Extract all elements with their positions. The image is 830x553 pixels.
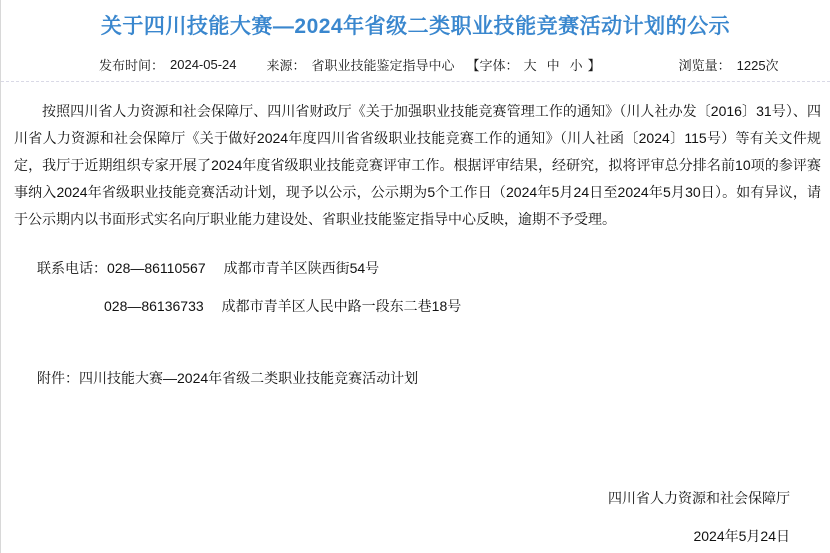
- publish-time: [99, 55, 237, 74]
- contact-phone-2: 028—86136733: [104, 298, 204, 314]
- font-selector-close-bracket: 】: [587, 57, 601, 73]
- font-size-large-button[interactable]: 大: [523, 57, 537, 73]
- contact-phone-1: 028—86110567: [107, 260, 206, 276]
- font-size-small-button[interactable]: 小: [569, 57, 583, 73]
- contact-address-1: 成都市青羊区陕西街54号: [223, 260, 380, 276]
- font-size-medium-button[interactable]: 中: [546, 57, 560, 73]
- contact-line-1: [37, 258, 821, 278]
- article-header: [1, 0, 830, 82]
- article-body: [1, 98, 830, 388]
- font-selector-open-bracket: 【字体：: [466, 57, 519, 73]
- attachment-label: 附件：: [37, 370, 79, 386]
- publish-time-value: 2024-05-24: [170, 56, 237, 72]
- announcement-paragraph: 按照四川省人力资源和社会保障厅、四川省财政厅《关于加强职业技能竞赛管理工作的通知》（川人社办发〔2016〕31号）、四川省人力资源和社会保障厅《关于做好2024年度四川省省级职业技能竞赛工作的通知》（川人社函〔2024〕115号）等有关文件规定，我厅于近期组织专家开展了2024年度省级职业技能竞赛评审工作。根据评审结果，经研究，拟将评审总分排名前10项的参评赛事纳入2024年省级职业技能竞赛活动计划，现予以公示，公示期为5个工作日（2024年5月24日至2024年5月30日）。如有异议，请于公示期内以书面形式实名向厅职业能力建设处、省职业技能鉴定指导中心反映，逾期不予受理。: [14, 103, 821, 227]
- view-count-label: 浏览量：: [678, 57, 731, 73]
- article-meta-bar: [1, 54, 830, 74]
- header-divider: [1, 81, 830, 82]
- contact-phone-label: 联系电话：: [37, 260, 107, 276]
- signature-organization: 四川省人力资源和社会保障厅: [608, 490, 790, 506]
- source: [267, 55, 455, 74]
- contact-address-2: 成都市青羊区人民中路一段东二巷18号: [221, 298, 462, 314]
- font-size-selector: [467, 55, 601, 74]
- attachment-row: [37, 368, 821, 388]
- contact-line-2: [104, 296, 821, 316]
- attachment-link[interactable]: 四川技能大赛—2024年省级二类职业技能竞赛活动计划: [79, 370, 419, 386]
- publish-time-label: 发布时间：: [99, 57, 165, 73]
- view-count-value: 1225次: [736, 57, 779, 73]
- signature-date: 2024年5月24日: [693, 528, 790, 544]
- view-count: [679, 55, 779, 74]
- page-title: 关于四川技能大赛—2024年省级二类职业技能竞赛活动计划的公示: [100, 15, 731, 38]
- source-value: 省职业技能鉴定指导中心: [311, 57, 455, 73]
- source-label: 来源：: [266, 57, 306, 73]
